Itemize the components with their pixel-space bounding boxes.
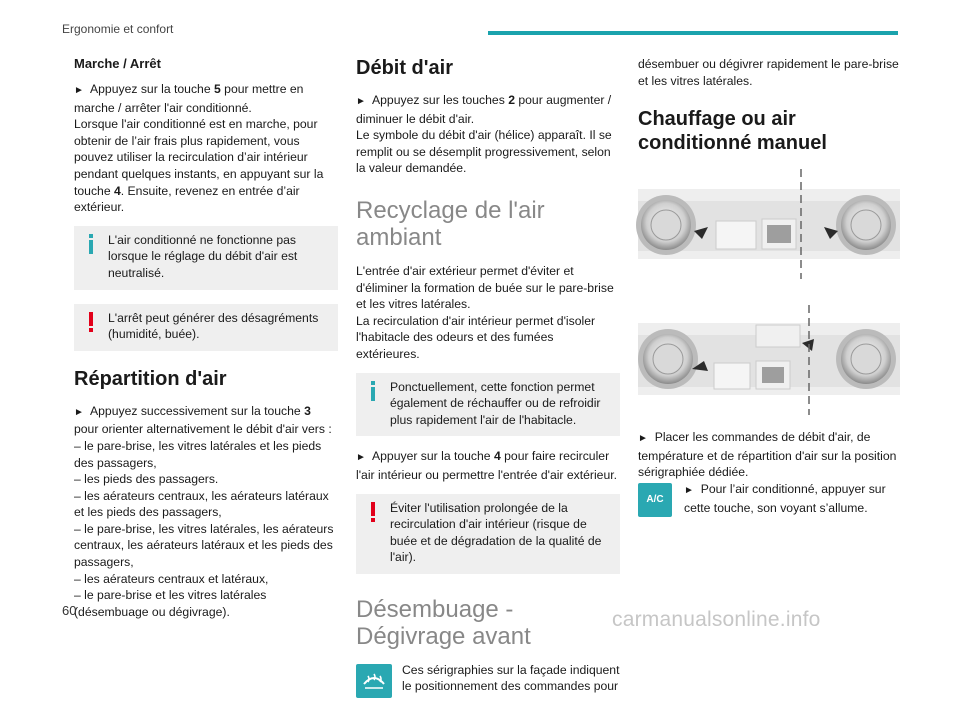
paragraph: ► Appuyez sur la touche 5 pour mettre en marche / arrêter l'air conditionné. bbox=[74, 82, 304, 115]
paragraph: Lorsque l'air conditionné est en marche, pour obtenir de l’air frais plus rapidement, vous pouvez utiliser la recirculation d’air intérieur pendant quelques instants, en appuyant sur la touche 4. Ensuite, revenez en entrée d’air extérieur. bbox=[74, 117, 324, 215]
header-accent-bar bbox=[488, 31, 898, 35]
paragraph: désembuer ou dégivrer rapidement le pare-brise et les vitres latérales. bbox=[638, 57, 899, 88]
paragraph: La recirculation d'air intérieur permet d'isoler l'habitacle des odeurs et des fumées extérieures. bbox=[356, 313, 596, 361]
info-note: Ponctuellement, cette fonction permet également de réchauffer ou de refroidir plus rapidement l'air de l'habitacle. bbox=[356, 373, 620, 437]
paragraph: L'entrée d'air extérieur permet d'éviter et d'éliminer la formation de buée sur le pare-brise et les vitres latérales. bbox=[356, 263, 614, 312]
heading-marche-arret: Marche / Arrêt bbox=[74, 56, 161, 71]
chapter-title: Ergonomie et confort bbox=[62, 22, 174, 36]
warning-note: Éviter l'utilisation prolongée de la recirculation d'air intérieur (risque de buée et de dégradation de la qualité de l'air). bbox=[356, 494, 620, 574]
page-number: 60 bbox=[62, 603, 77, 618]
control-panel-image-1 bbox=[638, 169, 900, 279]
control-panel-image-2 bbox=[638, 305, 900, 415]
column-2 bbox=[356, 56, 620, 702]
column-1 bbox=[74, 56, 338, 620]
defrost-icon bbox=[356, 664, 392, 698]
info-icon bbox=[368, 381, 378, 401]
list-item: – les aérateurs centraux, les aérateurs latéraux et les pieds des passagers, bbox=[74, 488, 329, 520]
paragraph: ► Appuyez sur les touches 2 pour augmenter / diminuer le débit d'air. bbox=[356, 93, 612, 126]
ac-icon: A/C bbox=[638, 483, 672, 517]
arrow-icon: ► bbox=[74, 406, 84, 418]
paragraph: Le symbole du débit d'air (hélice) apparaît. Il se remplit ou se désemplit progressivement, selon la valeur demandée. bbox=[356, 128, 612, 176]
list-item: – les pieds des passagers. bbox=[74, 472, 219, 487]
heading-repartition: Répartition d'air bbox=[74, 367, 227, 390]
ac-row: A/C ► Pour l’air conditionné, appuyer sur cette touche, son voyant s’allume. bbox=[638, 481, 900, 521]
warning-note: L'arrêt peut générer des désagréments (humidité, buée). bbox=[74, 304, 338, 351]
heading-desembuage: Désembuage - Dégivrage avant bbox=[356, 595, 531, 650]
column-3 bbox=[638, 56, 900, 521]
list-item: – le pare-brise, les vitres latérales et les pieds des passagers, bbox=[74, 438, 322, 470]
paragraph: ► Appuyez successivement sur la touche 3 pour orienter alternativement le débit d'air vers : bbox=[74, 403, 332, 437]
arrow-icon: ► bbox=[684, 484, 694, 496]
warning-icon bbox=[368, 502, 378, 522]
heading-chauffage: Chauffage ou air conditionné manuel bbox=[638, 108, 827, 155]
list-item: – le pare-brise et les vitres latérales (désembuage ou dégivrage). bbox=[74, 588, 267, 619]
arrow-icon: ► bbox=[74, 85, 84, 96]
info-icon bbox=[86, 234, 96, 254]
arrow-icon: ► bbox=[356, 96, 366, 107]
heading-debit: Débit d'air bbox=[356, 57, 453, 79]
paragraph: ► Appuyer sur la touche 4 pour faire recirculer l'air intérieur ou permettre l'entrée d'air extérieur. bbox=[356, 449, 618, 482]
defrost-row: Ces sérigraphies sur la façade indiquent le positionnement des commandes pour bbox=[356, 662, 620, 702]
arrow-icon: ► bbox=[638, 433, 648, 445]
paragraph: ► Placer les commandes de débit d'air, de température et de répartition d'air sur la position sérigraphiée dédiée. bbox=[638, 430, 897, 480]
list-item: – le pare-brise, les vitres latérales, les aérateurs centraux, les aérateurs latéraux et les pieds des passagers, bbox=[74, 521, 334, 570]
watermark: carmanualsonline.info bbox=[612, 608, 821, 631]
heading-recyclage: Recyclage de l'air ambiant bbox=[356, 196, 545, 251]
info-note: L'air conditionné ne fonctionne pas lorsque le réglage du débit d'air est neutralisé. bbox=[74, 226, 338, 290]
warning-icon bbox=[86, 312, 96, 332]
list-item: – les aérateurs centraux et latéraux, bbox=[74, 571, 269, 586]
arrow-icon: ► bbox=[356, 452, 366, 464]
